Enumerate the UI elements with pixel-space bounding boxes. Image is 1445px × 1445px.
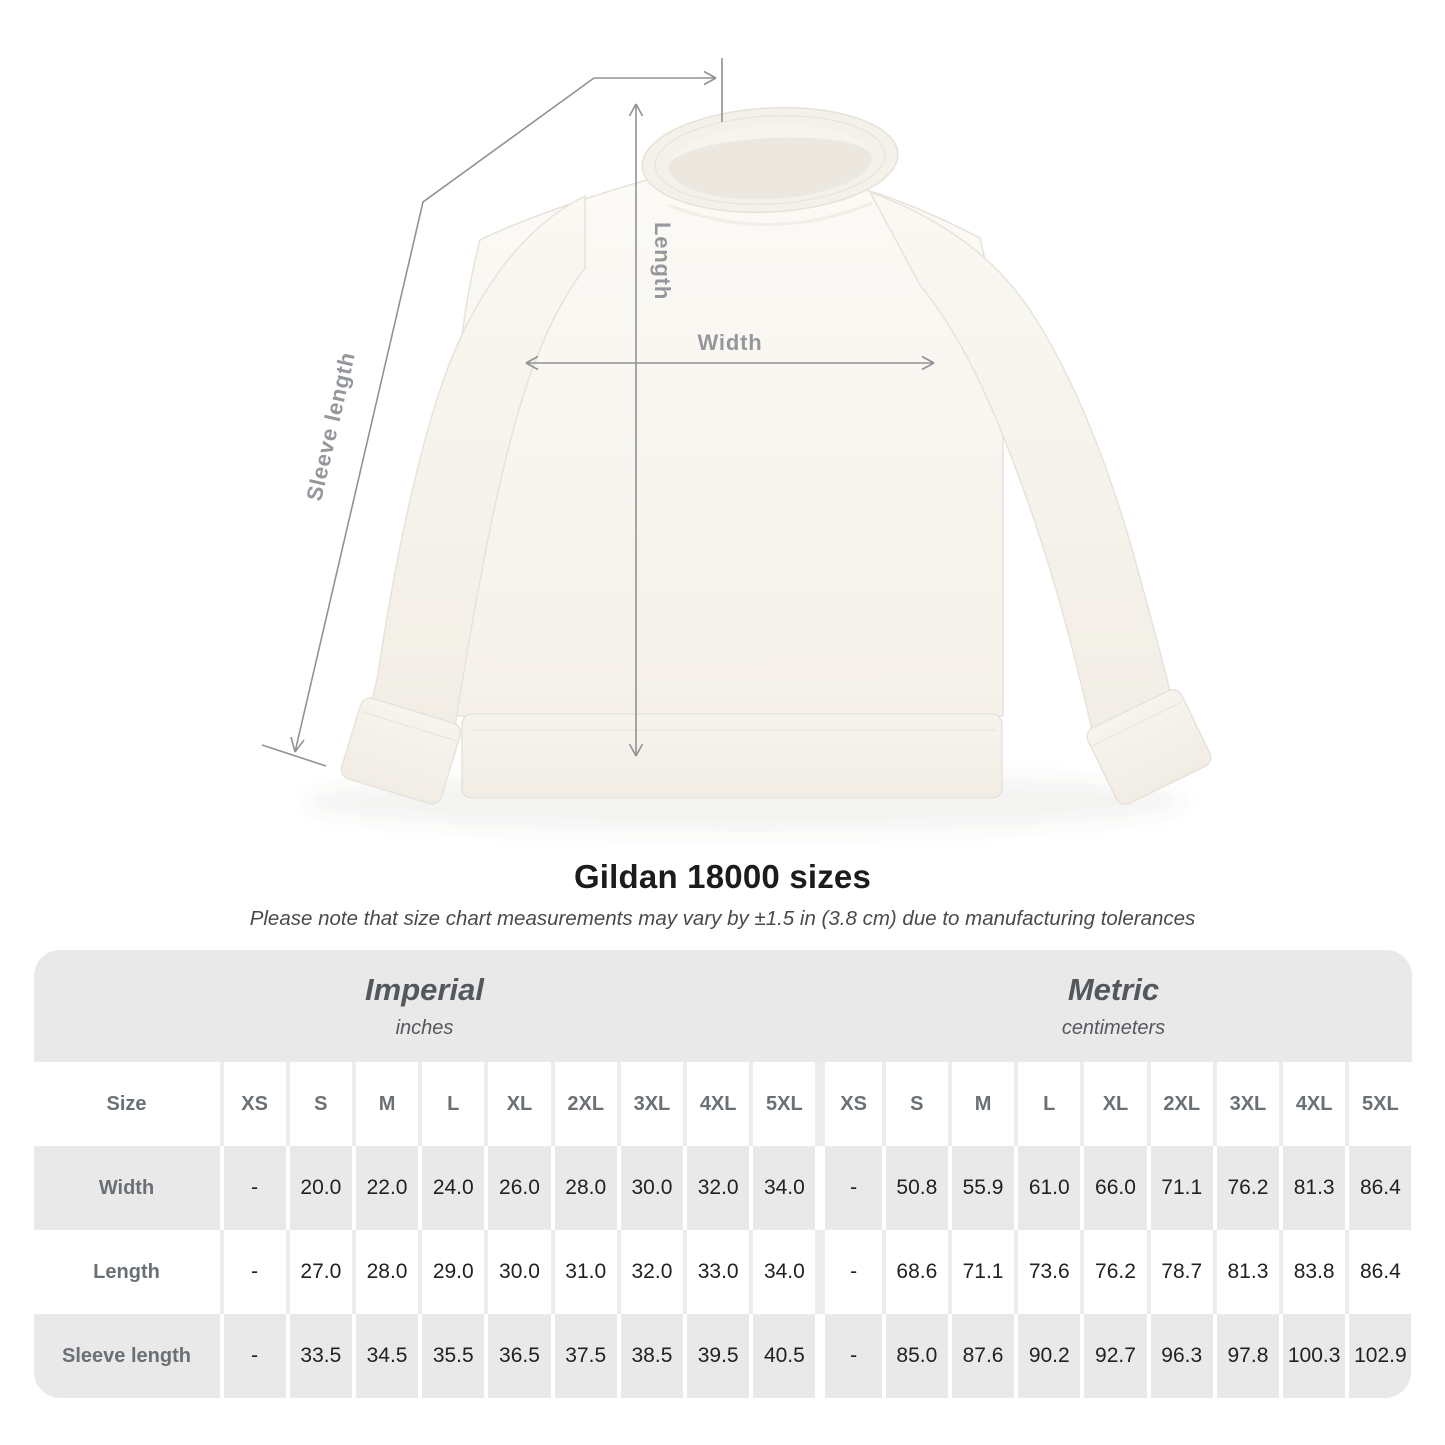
- value-cell: 61.0: [1014, 1146, 1080, 1230]
- imperial-label: Imperial: [365, 972, 484, 1007]
- size-col-header: Size: [34, 1062, 220, 1146]
- table-row-length: [34, 1230, 1412, 1314]
- value-cell: 34.0: [749, 1146, 815, 1230]
- metric-size-header: M: [948, 1062, 1014, 1146]
- value-cell: 66.0: [1080, 1146, 1146, 1230]
- value-cell: 38.5: [617, 1314, 683, 1398]
- value-cell: 97.8: [1213, 1314, 1279, 1398]
- value-cell: 22.0: [352, 1146, 418, 1230]
- value-cell: 27.0: [286, 1230, 352, 1314]
- unit-group-header: [34, 950, 1412, 1062]
- page-title: Gildan 18000 sizes: [573, 858, 872, 895]
- metric-size-header: 5XL: [1345, 1062, 1411, 1146]
- value-cell: 32.0: [683, 1146, 749, 1230]
- metric-size-header: L: [1014, 1062, 1080, 1146]
- sleeve-length-label: Sleeve length: [301, 349, 360, 504]
- table-row-width: [34, 1146, 1412, 1230]
- metric-group-header: [816, 950, 1412, 1062]
- metric-label: Metric: [1067, 972, 1160, 1007]
- value-cell: 76.2: [1213, 1146, 1279, 1230]
- value-cell: -: [815, 1146, 881, 1230]
- hem-band: [462, 714, 1002, 798]
- value-cell: 26.0: [484, 1146, 550, 1230]
- row-label: Length: [34, 1230, 220, 1314]
- value-cell: 34.5: [352, 1314, 418, 1398]
- value-cell: 87.6: [948, 1314, 1014, 1398]
- sleeve-arrow-down: [291, 737, 295, 752]
- value-cell: 29.0: [418, 1230, 484, 1314]
- value-cell: 102.9: [1345, 1314, 1411, 1398]
- tolerance-note: Please note that size chart measurements may vary by ±1.5 in (3.8 cm) due to manufacturing tolerances: [249, 907, 1196, 930]
- value-cell: 30.0: [484, 1230, 550, 1314]
- value-cell: 39.5: [683, 1314, 749, 1398]
- value-cell: 30.0: [617, 1146, 683, 1230]
- value-cell: 86.4: [1345, 1146, 1411, 1230]
- value-cell: -: [815, 1314, 881, 1398]
- value-cell: 37.5: [551, 1314, 617, 1398]
- value-cell: 28.0: [551, 1146, 617, 1230]
- value-cell: 78.7: [1147, 1230, 1213, 1314]
- imperial-size-header: 4XL: [683, 1062, 749, 1146]
- title-block: [0, 845, 1445, 950]
- value-cell: 33.0: [683, 1230, 749, 1314]
- imperial-size-header: S: [286, 1062, 352, 1146]
- row-label: Width: [34, 1146, 220, 1230]
- metric-size-header: 4XL: [1279, 1062, 1345, 1146]
- value-cell: -: [220, 1230, 286, 1314]
- width-label: Width: [697, 330, 763, 355]
- table-row-sleeve-length: [34, 1314, 1412, 1398]
- row-label: Sleeve length: [34, 1314, 220, 1398]
- metric-size-header: XS: [815, 1062, 881, 1146]
- imperial-size-header: 3XL: [617, 1062, 683, 1146]
- value-cell: 68.6: [882, 1230, 948, 1314]
- value-cell: 90.2: [1014, 1314, 1080, 1398]
- value-cell: 55.9: [948, 1146, 1014, 1230]
- imperial-size-header: 5XL: [749, 1062, 815, 1146]
- value-cell: 28.0: [352, 1230, 418, 1314]
- length-arrow-up2: [636, 104, 643, 116]
- imperial-size-header: XL: [484, 1062, 550, 1146]
- value-cell: 40.5: [749, 1314, 815, 1398]
- value-cell: -: [220, 1146, 286, 1230]
- imperial-size-header: 2XL: [551, 1062, 617, 1146]
- metric-size-header: 2XL: [1147, 1062, 1213, 1146]
- imperial-size-header: L: [418, 1062, 484, 1146]
- value-cell: 86.4: [1345, 1230, 1411, 1314]
- value-cell: 96.3: [1147, 1314, 1213, 1398]
- value-cell: 100.3: [1279, 1314, 1345, 1398]
- value-cell: 83.8: [1279, 1230, 1345, 1314]
- value-cell: 76.2: [1080, 1230, 1146, 1314]
- imperial-group-header: [34, 950, 816, 1062]
- value-cell: 92.7: [1080, 1314, 1146, 1398]
- length-arrow-up: [630, 104, 637, 116]
- value-cell: 36.5: [484, 1314, 550, 1398]
- value-cell: 71.1: [948, 1230, 1014, 1314]
- value-cell: 50.8: [882, 1146, 948, 1230]
- value-cell: 71.1: [1147, 1146, 1213, 1230]
- sleeve-arrow-right: [704, 72, 716, 79]
- value-cell: -: [220, 1314, 286, 1398]
- value-cell: 31.0: [551, 1230, 617, 1314]
- size-header-row: [34, 1062, 1412, 1146]
- value-cell: 24.0: [418, 1146, 484, 1230]
- metric-size-header: S: [882, 1062, 948, 1146]
- value-cell: 81.3: [1213, 1230, 1279, 1314]
- metric-size-header: 3XL: [1213, 1062, 1279, 1146]
- value-cell: 32.0: [617, 1230, 683, 1314]
- imperial-size-header: M: [352, 1062, 418, 1146]
- value-cell: 85.0: [882, 1314, 948, 1398]
- value-cell: 81.3: [1279, 1146, 1345, 1230]
- imperial-size-header: XS: [220, 1062, 286, 1146]
- sleeve-arrow-right2: [704, 78, 716, 85]
- value-cell: -: [815, 1230, 881, 1314]
- value-cell: 73.6: [1014, 1230, 1080, 1314]
- size-table: [34, 950, 1412, 1398]
- metric-unit: centimeters: [1061, 1017, 1166, 1039]
- metric-size-header: XL: [1080, 1062, 1146, 1146]
- imperial-unit: inches: [395, 1017, 454, 1039]
- value-cell: 20.0: [286, 1146, 352, 1230]
- value-cell: 35.5: [418, 1314, 484, 1398]
- value-cell: 34.0: [749, 1230, 815, 1314]
- length-label: Length: [650, 222, 675, 301]
- value-cell: 33.5: [286, 1314, 352, 1398]
